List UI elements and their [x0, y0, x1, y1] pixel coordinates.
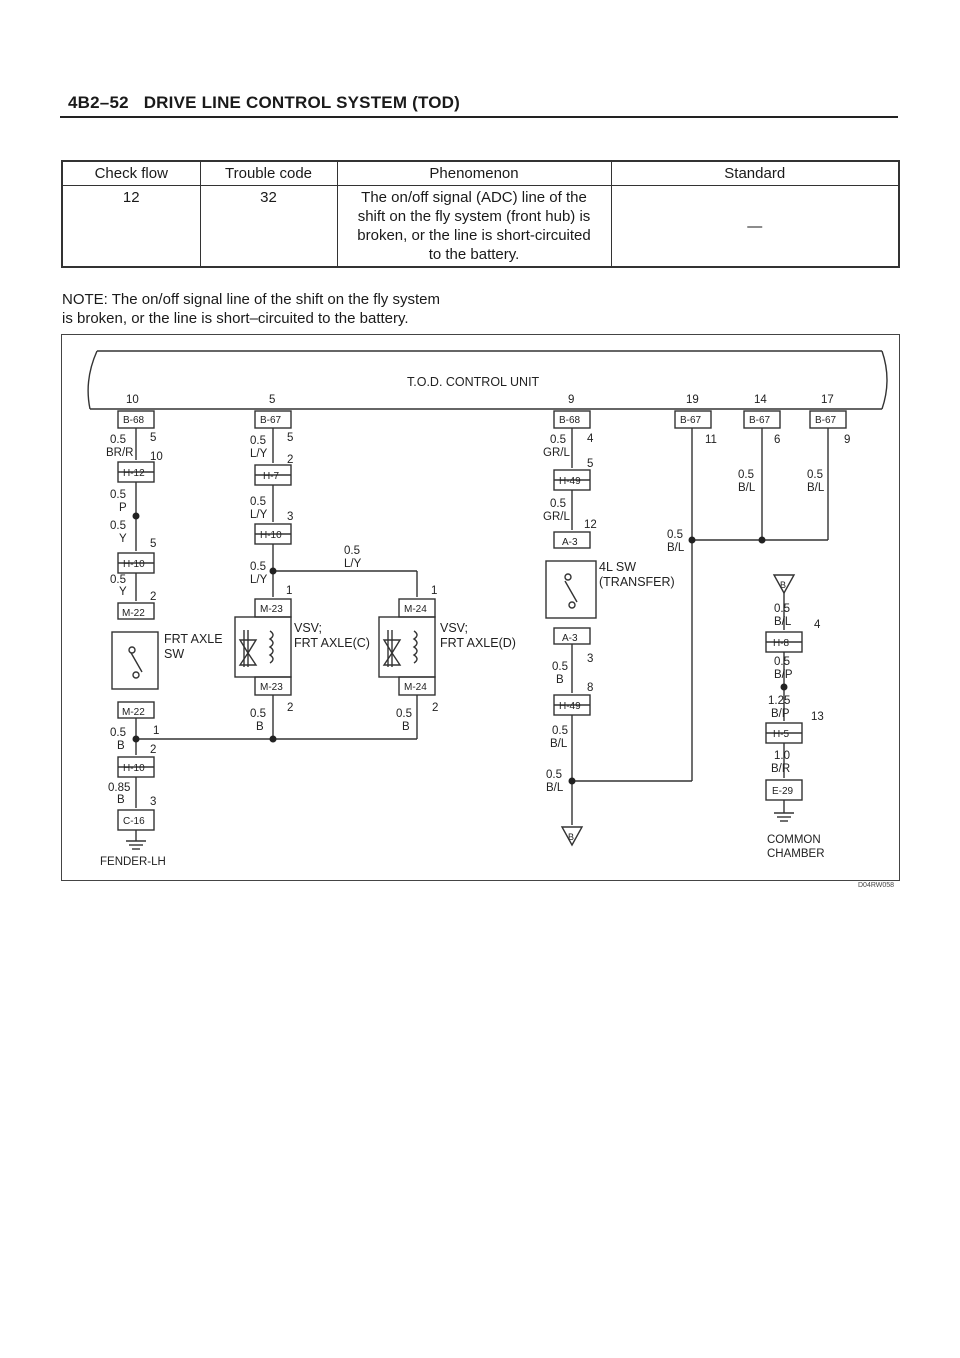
phenomenon-line: The on/off signal (ADC) line of the — [361, 189, 587, 206]
pin-number: 11 — [705, 434, 717, 446]
unit-pin: 5 — [269, 394, 276, 406]
wire-gauge: 0.5 — [250, 708, 266, 720]
control-unit-label: T.O.D. CONTROL UNIT — [407, 375, 540, 389]
cell-standard: — — [611, 186, 899, 268]
ground-b-label: B — [780, 580, 787, 590]
col-check-flow: Check flow — [62, 161, 200, 186]
pin-number: 4 — [587, 433, 594, 445]
connector-label: A-3 — [562, 537, 578, 548]
pin-number: 10 — [150, 451, 163, 463]
connector-label: H-8 — [773, 638, 790, 649]
pin-number: 8 — [587, 682, 594, 694]
wire-gauge: 0.5 — [110, 574, 126, 586]
wire-gauge: 0.5 — [550, 498, 566, 510]
wire-color: Y — [119, 533, 127, 545]
pin-number: 5 — [587, 458, 594, 470]
pin-number: 4 — [814, 619, 821, 631]
connector-label: H-5 — [773, 729, 790, 740]
table-row — [62, 186, 899, 268]
pin-number: 2 — [150, 591, 157, 603]
wire-color: B — [256, 721, 264, 733]
pin-number: 1 — [431, 585, 438, 597]
connector-label: H-12 — [123, 468, 145, 479]
wire-gauge: 0.5 — [110, 520, 126, 532]
unit-pin: 10 — [126, 394, 139, 406]
wire-gauge: 1.0 — [774, 750, 790, 762]
wire-gauge: 0.5 — [807, 469, 823, 481]
common-chamber-label: COMMON — [767, 834, 821, 846]
pin-number: 3 — [587, 653, 594, 665]
connector-label: B-67 — [680, 415, 702, 426]
wire-color: B — [117, 794, 125, 806]
note-text — [62, 290, 502, 328]
cell-trouble-code: 32 — [200, 186, 337, 268]
wire-color: L/Y — [250, 509, 268, 521]
common-chamber-label: CHAMBER — [767, 848, 825, 860]
pin-number: 12 — [584, 519, 597, 531]
connector-label: E-29 — [772, 786, 794, 797]
connector-label: B-67 — [749, 415, 771, 426]
wiring-diagram-svg — [62, 335, 901, 882]
connector-label: M-22 — [122, 707, 145, 718]
wire-color: P — [119, 502, 127, 514]
vsv-c-label: FRT AXLE(C) — [294, 636, 370, 650]
pin-number: 6 — [774, 434, 781, 446]
pin-number: 2 — [287, 454, 294, 466]
connector-label: B-68 — [559, 415, 581, 426]
page-title: DRIVE LINE CONTROL SYSTEM (TOD) — [143, 93, 460, 112]
wire-gauge: 0.5 — [344, 545, 360, 557]
cell-phenomenon — [337, 186, 611, 268]
connector-label: M-24 — [404, 604, 427, 615]
check-flow-table — [61, 160, 900, 268]
wire-color: B/R — [771, 763, 791, 775]
wire-color: L/Y — [344, 558, 362, 570]
unit-pin: 17 — [821, 394, 834, 406]
fender-lh-label: FENDER-LH — [100, 856, 166, 868]
wire-gauge: 0.5 — [110, 727, 126, 739]
connector-label: M-22 — [122, 608, 145, 619]
pin-number: 2 — [287, 702, 294, 714]
wire-color: B/L — [550, 738, 568, 750]
col-trouble-code: Trouble code — [200, 161, 337, 186]
connector-label: M-24 — [404, 682, 427, 693]
wire-gauge: 0.5 — [552, 661, 568, 673]
wire-gauge: 0.5 — [774, 603, 790, 615]
pin-number: 3 — [287, 511, 294, 523]
vsv-d-label: FRT AXLE(D) — [440, 636, 516, 650]
figure-id: D04RW058 — [858, 882, 895, 889]
wire-color: L/Y — [250, 574, 268, 586]
wire-gauge: 0.5 — [550, 434, 566, 446]
connector-label: M-23 — [260, 682, 283, 693]
wire-gauge: 1.25 — [768, 695, 791, 707]
col-phenomenon: Phenomenon — [337, 161, 611, 186]
frt-axle-sw-label: SW — [164, 647, 185, 661]
pin-number: 1 — [153, 725, 160, 737]
connector-label: A-3 — [562, 633, 578, 644]
vsv-c-label: VSV; — [294, 621, 323, 635]
col-standard: Standard — [611, 161, 899, 186]
wire-gauge: 0.5 — [250, 496, 266, 508]
wire-gauge: 0.5 — [110, 489, 126, 501]
wire-gauge: 0.5 — [774, 656, 790, 668]
ground-b-label: B — [568, 832, 575, 842]
wire-color: B/P — [771, 708, 790, 720]
unit-pin: 14 — [754, 394, 767, 406]
wire-gauge: 0.5 — [396, 708, 412, 720]
connector-label: H-10 — [123, 763, 145, 774]
connector-label: H-10 — [123, 559, 145, 570]
connector-label: B-67 — [260, 415, 282, 426]
wire-gauge: 0.5 — [667, 529, 683, 541]
pin-number: 1 — [286, 585, 293, 597]
wire-gauge: 0.85 — [108, 782, 131, 794]
wire-color: B — [402, 721, 410, 733]
wire-gauge: 0.5 — [110, 434, 126, 446]
pin-number: 2 — [432, 702, 439, 714]
table-header-row — [62, 161, 899, 186]
page-header — [68, 93, 460, 113]
unit-pin: 9 — [568, 394, 575, 406]
wire-color: B — [556, 674, 564, 686]
note-line: NOTE: The on/off signal line of the shift on the fly system — [62, 291, 440, 308]
wire-color: B — [117, 740, 125, 752]
wire-color: Y — [119, 586, 127, 598]
vsv-d-label: VSV; — [440, 621, 469, 635]
sw-4l-label: 4L SW — [599, 560, 637, 574]
sw-4l-label: (TRANSFER) — [599, 575, 675, 589]
wire-gauge: 0.5 — [546, 769, 562, 781]
wiring-diagram — [61, 334, 900, 881]
phenomenon-line: to the battery. — [428, 246, 520, 263]
connector-label: B-68 — [123, 415, 145, 426]
wire-color: B/L — [667, 542, 685, 554]
header-rule — [60, 116, 898, 118]
wire-color: GR/L — [543, 511, 570, 523]
wire-color: GR/L — [543, 447, 570, 459]
wire-color: B/L — [546, 782, 564, 794]
wire-color: B/L — [807, 482, 825, 494]
wire-gauge: 0.5 — [552, 725, 568, 737]
phenomenon-line: shift on the fly system (front hub) is — [357, 208, 591, 225]
connector-label: H-49 — [559, 701, 581, 712]
connector-label: H-49 — [559, 476, 581, 487]
frt-axle-sw-label: FRT AXLE — [164, 632, 223, 646]
wire-color: B/P — [774, 669, 793, 681]
connector-label: C-16 — [123, 816, 145, 827]
cell-check-flow: 12 — [62, 186, 200, 268]
note-line: is broken, or the line is short–circuited to the battery. — [62, 310, 409, 327]
pin-number: 5 — [150, 432, 157, 444]
wire-gauge: 0.5 — [738, 469, 754, 481]
page-code: 4B2–52 — [68, 93, 129, 112]
wire-color: BR/R — [106, 447, 134, 459]
phenomenon-line: broken, or the line is short-circuited — [357, 227, 591, 244]
pin-number: 5 — [287, 432, 294, 444]
pin-number: 2 — [150, 744, 157, 756]
wire-color: L/Y — [250, 448, 268, 460]
wire-gauge: 0.5 — [250, 561, 266, 573]
pin-number: 5 — [150, 538, 157, 550]
wire-gauge: 0.5 — [250, 435, 266, 447]
connector-label: B-67 — [815, 415, 837, 426]
connector-label: H-7 — [263, 471, 280, 482]
pin-number: 3 — [150, 796, 157, 808]
connector-label: M-23 — [260, 604, 283, 615]
pin-number: 9 — [844, 434, 851, 446]
connector-label: H-10 — [260, 530, 282, 541]
unit-pin: 19 — [686, 394, 699, 406]
pin-number: 13 — [811, 711, 824, 723]
wire-color: B/L — [738, 482, 756, 494]
wire-color: B/L — [774, 616, 792, 628]
